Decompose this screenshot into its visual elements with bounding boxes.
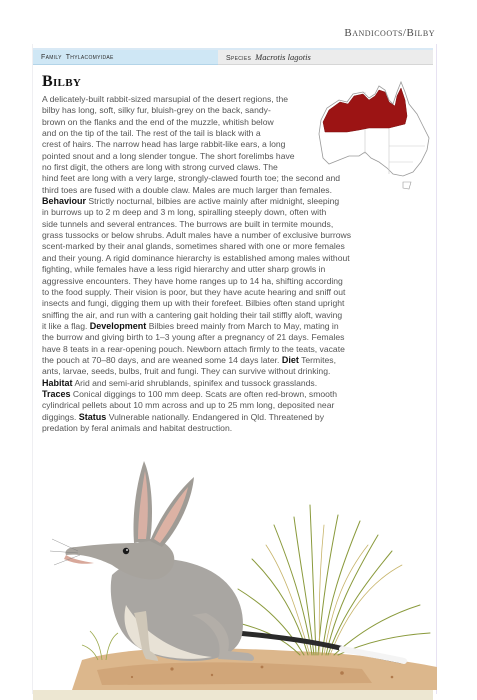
status-heading: Status <box>78 411 107 422</box>
family-value: Thylacomyidae <box>65 54 114 61</box>
behaviour-text: side tunnels and several entrances. The burrows are built in termite mounds, <box>42 218 334 229</box>
behaviour-paragraph <box>42 196 362 332</box>
diet-heading: Diet <box>281 354 299 365</box>
behaviour-heading: Behaviour <box>42 196 87 207</box>
behaviour-line <box>42 241 362 252</box>
traces-text: diggings. <box>42 411 77 422</box>
description-line: A delicately-built rabbit-sized marsupial of the desert regions, the <box>42 94 289 104</box>
bilby-illustration-icon <box>42 455 437 690</box>
development-text: Bilbies breed mainly from March to May, mating in <box>148 320 339 331</box>
behaviour-text: scent-marked by their anal glands, sometimes shared with one or more females <box>42 241 345 252</box>
page-title: Bilby <box>42 73 82 90</box>
behaviour-text: Strictly nocturnal, bilbies are active mainly after midnight, sleeping <box>88 196 340 207</box>
traces-line <box>42 400 362 411</box>
behaviour-line <box>42 298 362 309</box>
description-line: and on the tip of the tail. The rest of the tail is black with a <box>42 128 261 139</box>
development-heading: Development <box>89 320 147 331</box>
behaviour-text: it like a flag. <box>42 320 88 331</box>
traces-paragraph <box>42 389 362 434</box>
traces-line <box>42 389 362 400</box>
description-line: hind feet are long with a very large, strongly-clawed fourth toe; the second and <box>42 173 341 184</box>
behaviour-line <box>42 207 362 218</box>
species-label: Species <box>226 55 252 62</box>
behaviour-text: grass tussocks or below shrubs. Adult males have a number of exclusive burrows <box>42 230 352 241</box>
description-line: brown on the flanks and the end of the muzzle, whitish below <box>42 116 274 127</box>
description-line: bilby has long, soft, silky fur, bluish-grey on the back, sandy- <box>42 105 271 116</box>
behaviour-line <box>42 287 362 298</box>
development-line <box>42 344 362 355</box>
behaviour-text: and their young. A rigid dominance hierarchy is established among males without <box>42 252 350 263</box>
status-line: predation by feral animals and habitat destruction. <box>42 422 233 433</box>
behaviour-line <box>42 230 362 241</box>
running-header: Bandicoots/Bilby <box>344 27 435 39</box>
development-text: the burrow and giving birth to 1–3 young after a pregnancy of 21 days. Females <box>42 332 345 343</box>
family-label: Family <box>41 54 62 61</box>
family-cell <box>33 50 218 65</box>
species-description <box>42 94 362 434</box>
development-text: the pouch at 70–80 days, and are weaned some 14 days later. <box>42 354 280 365</box>
taxonomy-band <box>33 50 433 65</box>
traces-text: cylindrical pellets about 10 mm across and up to 25 mm long, deposited near <box>42 400 335 411</box>
development-paragraph <box>42 332 362 377</box>
behaviour-text: to the food supply. Their vision is poor, but they have acute hearing and sniff out <box>42 286 346 297</box>
habitat-text: Arid and semi-arid shrublands, spinifex and tussock grasslands. <box>74 377 318 388</box>
description-line: crest of hairs. The narrow head has large rabbit-like ears, a long <box>42 139 286 150</box>
behaviour-text: insects and fungi, digging them up with their forefeet. Bilbies often stand upright <box>42 298 345 309</box>
species-value: Macrotis lagotis <box>255 52 311 62</box>
behaviour-line <box>42 321 362 332</box>
habitat-paragraph <box>42 378 362 389</box>
behaviour-line <box>42 253 362 264</box>
species-cell <box>218 50 433 65</box>
diet-text: Termites, <box>301 354 336 365</box>
behaviour-line <box>42 276 362 287</box>
behaviour-line <box>42 264 362 275</box>
diet-line: ants, larvae, seeds, bulbs, fruit and fungi. They can survive without drinking. <box>42 366 331 377</box>
behaviour-text: aggressive encounters. They have home ranges up to 14 ha, shifting according <box>42 275 343 286</box>
behaviour-line <box>42 196 362 207</box>
behaviour-text: sniffing the air, and run with a cantering gait holding their tail stiffly aloft, waving <box>42 309 343 320</box>
development-text: have 8 teats in a rear-opening pouch. Newborn attach firmly to the teats, vacate <box>42 343 345 354</box>
habitat-line <box>42 378 362 389</box>
habitat-heading: Habitat <box>42 377 73 388</box>
behaviour-line <box>42 219 362 230</box>
behaviour-text: in burrows up to 2 m deep and 3 m long, spiralling steeply down, often with <box>42 207 327 218</box>
traces-line <box>42 412 362 423</box>
development-line <box>42 355 362 366</box>
description-line: pointed snout and a long slender tongue. The short forelimbs have <box>42 150 295 161</box>
development-line <box>42 332 362 343</box>
traces-text: Conical diggings to 100 mm deep. Scats are often red-brown, smooth <box>72 388 338 399</box>
description-line: third toes are fused with a double claw. Males are much larger than females. <box>42 184 332 195</box>
behaviour-text: fighting, while females have a less rigid hierarchy and utter sharp growls in <box>42 264 326 275</box>
footer-strip <box>33 690 433 700</box>
status-text: Vulnerable nationally. Endangered in Qld. Threatened by <box>108 411 325 422</box>
traces-heading: Traces <box>42 388 71 399</box>
behaviour-line <box>42 310 362 321</box>
description-paragraph <box>42 94 362 196</box>
description-line: no first digit, the others are long with strong curved claws. The <box>42 162 278 173</box>
